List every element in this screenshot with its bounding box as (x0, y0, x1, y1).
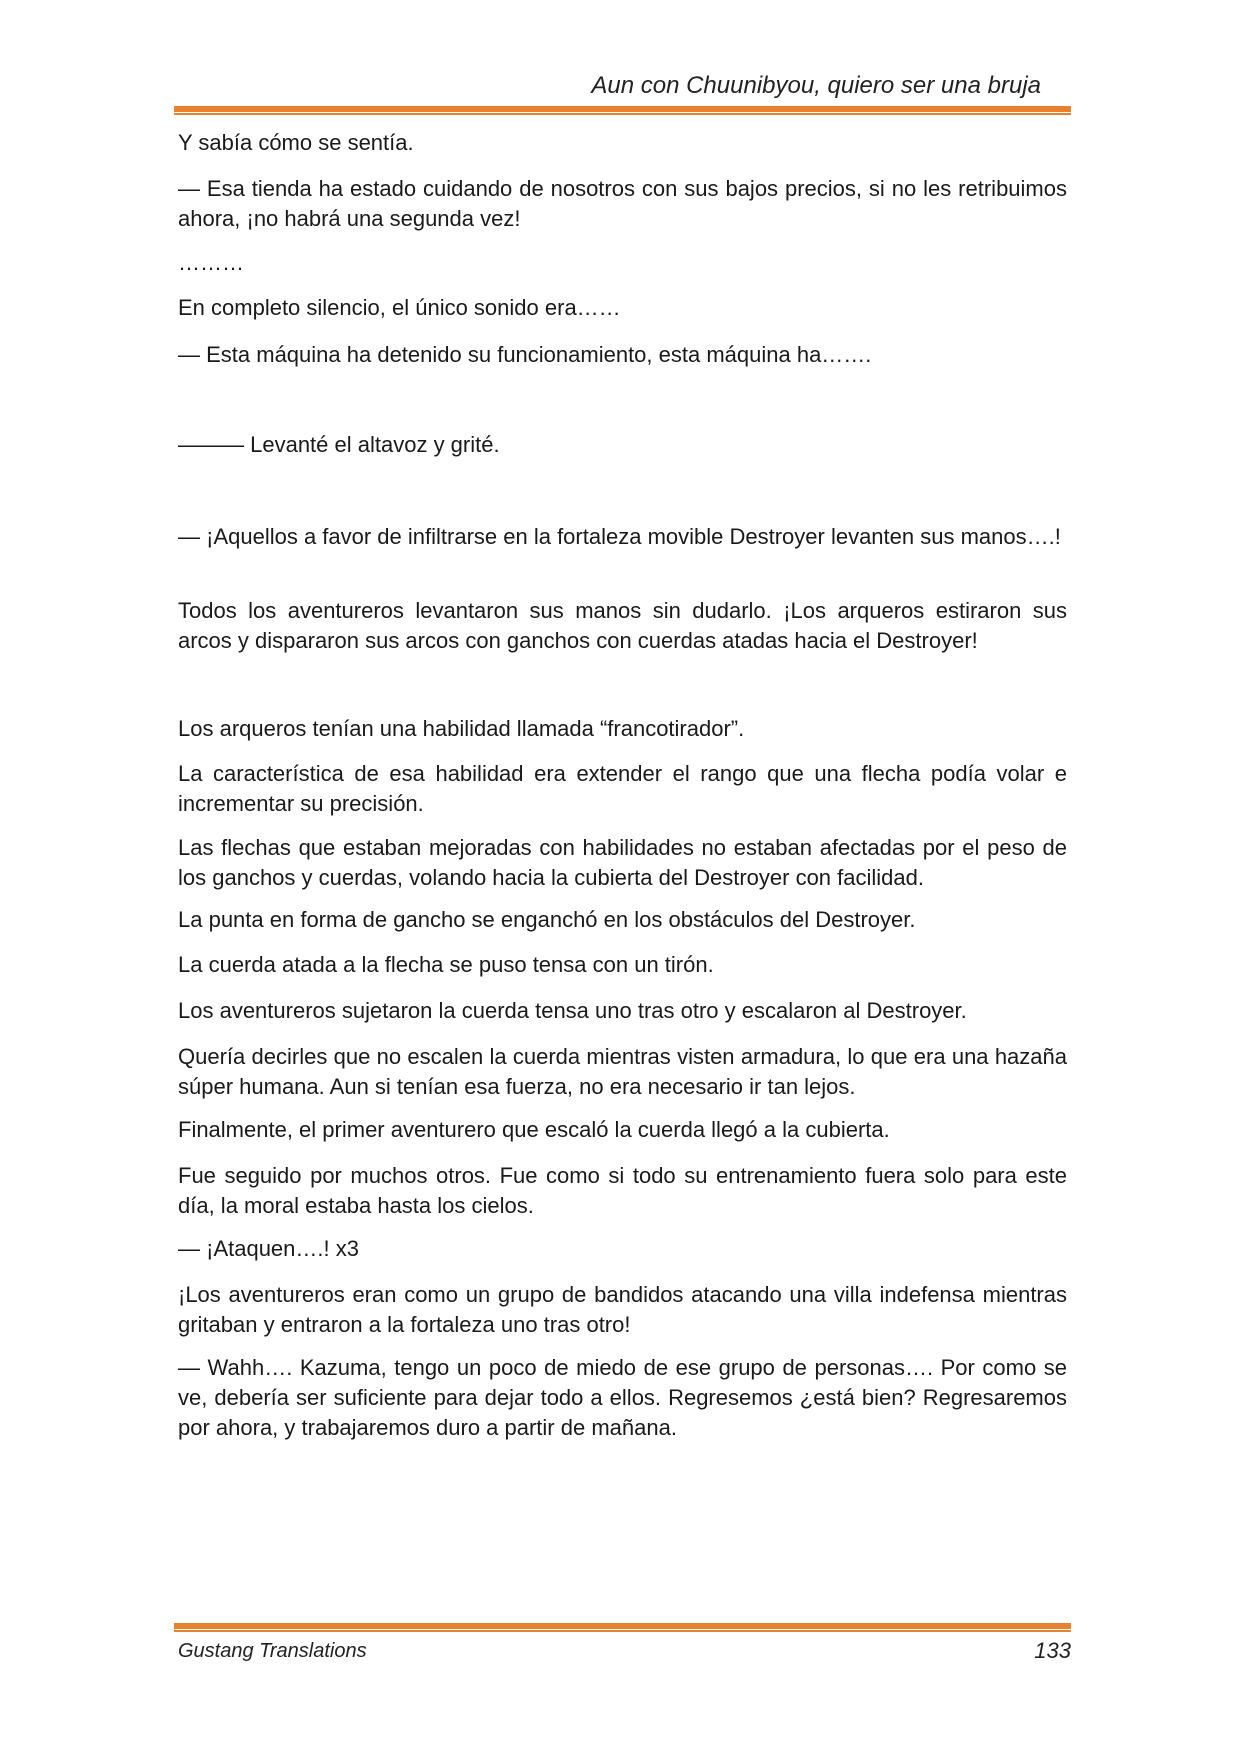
footer-rule (174, 1623, 1071, 1629)
paragraph: La punta en forma de gancho se enganchó en los obstáculos del Destroyer. (178, 907, 916, 932)
paragraph: Todos los aventureros levantaron sus manos sin dudarlo. ¡Los arqueros estiraron sus arcos y dispararon sus arcos con ganchos con cuerdas atadas hacia el Destroyer! (178, 598, 1067, 653)
paragraph: Fue seguido por muchos otros. Fue como si todo su entrenamiento fuera solo para este día, la moral estaba hasta los cielos. (178, 1163, 1067, 1218)
paragraph: ……… (178, 250, 244, 275)
paragraph: Los aventureros sujetaron la cuerda tensa uno tras otro y escalaron al Destroyer. (178, 998, 967, 1023)
paragraph: Quería decirles que no escalen la cuerda mientras visten armadura, lo que era una hazaña súper humana. Aun si tenían esa fuerza, no era necesario ir tan lejos. (178, 1044, 1067, 1099)
paragraph: Y sabía cómo se sentía. (178, 130, 414, 155)
paragraph: La característica de esa habilidad era extender el rango que una flecha podía volar e incrementar su precisión. (178, 761, 1067, 816)
header-title: Aun con Chuunibyou, quiero ser una bruja (591, 72, 1041, 99)
paragraph: Los arqueros tenían una habilidad llamada “francotirador”. (178, 716, 745, 741)
paragraph: — Esa tienda ha estado cuidando de nosotros con sus bajos precios, si no les retribuimos ahora, ¡no habrá una segunda vez! (178, 176, 1067, 231)
paragraph: Las flechas que estaban mejoradas con habilidades no estaban afectadas por el peso de los ganchos y cuerdas, volando hacia la cubierta del Destroyer con facilidad. (178, 835, 1067, 890)
page-number: 133 (1034, 1638, 1071, 1663)
paragraph: La cuerda atada a la flecha se puso tensa con un tirón. (178, 952, 714, 977)
header-rule-thin (174, 113, 1071, 115)
header-rule (174, 106, 1071, 112)
paragraph: — Esta máquina ha detenido su funcionamiento, esta máquina ha……. (178, 342, 872, 367)
paragraph: ¡Los aventureros eran como un grupo de bandidos atacando una villa indefensa mientras gritaban y entraron a la fortaleza uno tras otro! (178, 1282, 1067, 1337)
footer-rule-thin (174, 1630, 1071, 1632)
paragraph: — ¡Ataquen….! x3 (178, 1236, 359, 1261)
paragraph: ——— Levanté el altavoz y grité. (178, 432, 500, 457)
paragraph: — ¡Aquellos a favor de infiltrarse en la fortaleza movible Destroyer levanten sus manos….! (178, 524, 1061, 549)
paragraph: Finalmente, el primer aventurero que escaló la cuerda llegó a la cubierta. (178, 1117, 890, 1142)
paragraph: — Wahh…. Kazuma, tengo un poco de miedo de ese grupo de personas…. Por como se ve, debería ser suficiente para dejar todo a ellos. Regresemos ¿está bien? Regresaremos por ahora, y trabajaremos duro a partir de mañana. (178, 1355, 1067, 1440)
paragraph: En completo silencio, el único sonido era…… (178, 295, 621, 320)
footer-translator: Gustang Translations (178, 1640, 367, 1662)
